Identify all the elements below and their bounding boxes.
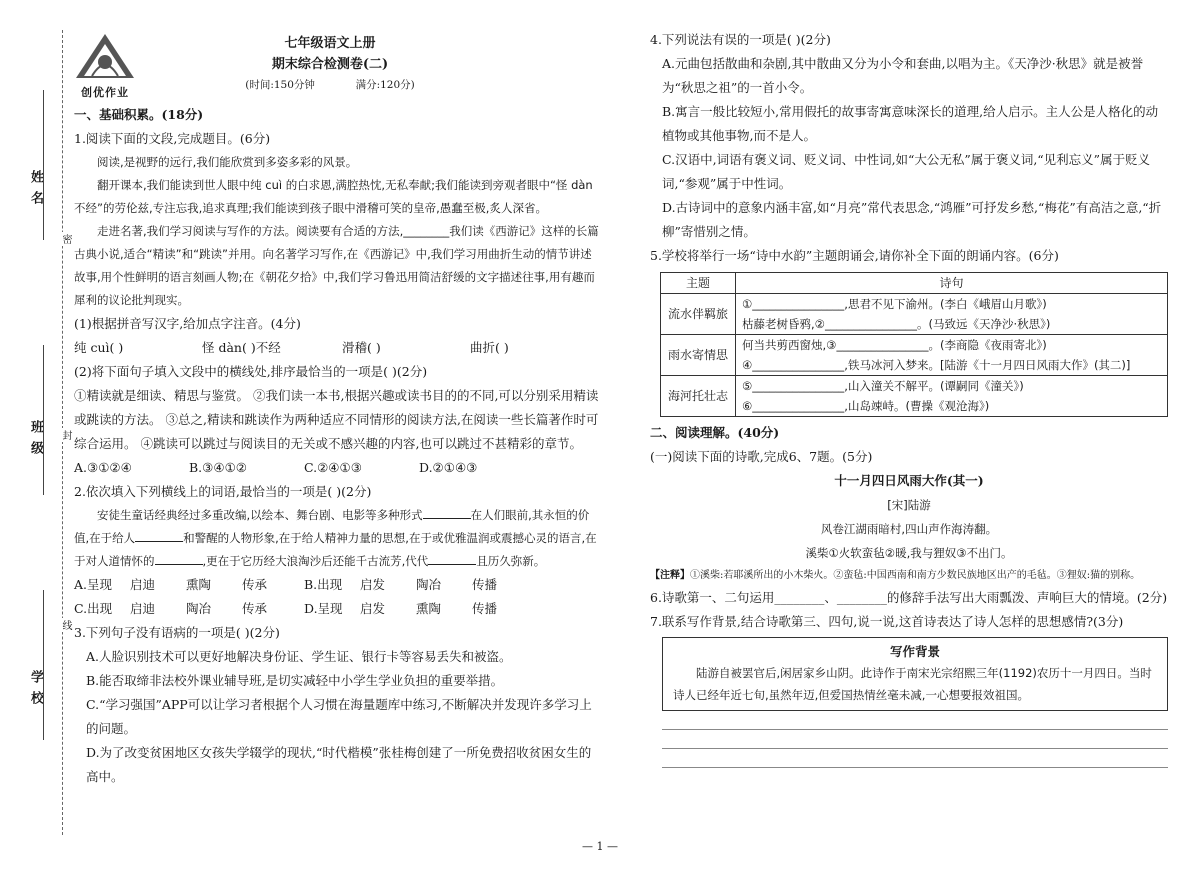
- option-b[interactable]: B.出现 启发 陶冶 传播: [304, 577, 498, 592]
- poem-line-blank[interactable]: 何当共剪西窗烛,③________________。(李商隐《夜雨寄北》): [742, 338, 1047, 352]
- q2-blank-1[interactable]: [423, 504, 471, 519]
- q3-option-c[interactable]: C.“学习强国”APP可以让学习者根据个人习惯在海量题库中练习,不断解决并发现许多学习上的问题。: [86, 697, 592, 736]
- q2-blank-2[interactable]: [135, 527, 183, 542]
- paper-header: [200, 34, 460, 94]
- option-b[interactable]: B.③④①②: [189, 460, 247, 475]
- table-row: [661, 335, 1168, 376]
- answer-line[interactable]: [662, 767, 1168, 768]
- answer-lines[interactable]: [662, 729, 1168, 768]
- section2-heading: 二、阅读理解。(40分): [650, 425, 780, 440]
- q4-stem: 4.下列说法有误的一项是( )(2分): [650, 32, 831, 47]
- pinyin-item[interactable]: 滑稽( ): [342, 340, 381, 355]
- section1-heading: 一、基础积累。(18分): [74, 107, 204, 122]
- q7-stem: 7.联系写作背景,结合诗歌第三、四句,说一说,这首诗表达了诗人怎样的思想感情?(3分): [650, 614, 1124, 629]
- poem-line-blank[interactable]: ⑤________________,山入潼关不解平。(谭嗣同《潼关》): [742, 379, 1024, 393]
- q2-text: ,更在于它历经大浪淘沙后还能千古流芳,代代: [202, 554, 429, 568]
- q6-stem[interactable]: 6.诗歌第一、二句运用________、________的修辞手法写出大雨瓢泼、声响巨大的情境。(2分): [650, 590, 1168, 605]
- q5-table: [660, 272, 1168, 417]
- option-c[interactable]: C.②④①③: [304, 460, 362, 475]
- time-limit: (时间:150分钟: [245, 79, 315, 91]
- option-d[interactable]: D.呈现 启发 熏陶 传播: [304, 601, 498, 616]
- q1-sub1: (1)根据拼音写汉字,给加点字注音。(4分): [74, 316, 301, 331]
- row-theme: 海河托壮志: [661, 376, 736, 417]
- class-field[interactable]: [43, 345, 44, 495]
- q3-option-a[interactable]: A.人脸识别技术可以更好地解决身份证、学生证、银行卡等容易丢失和被盗。: [86, 649, 512, 664]
- pinyin-item[interactable]: 纯 cuì( ): [74, 340, 124, 355]
- logo-triangle-icon: [74, 32, 136, 80]
- q2-blank-3[interactable]: [155, 550, 203, 565]
- table-header-poem: 诗句: [736, 273, 1168, 294]
- q2-options: [74, 573, 602, 621]
- background-box: [662, 637, 1168, 711]
- seal-xian: 线: [60, 620, 71, 630]
- poem-author: [宋]陆游: [887, 498, 931, 512]
- q1-passage: [74, 151, 602, 312]
- poem-line-blank[interactable]: ⑥________________,山岛竦峙。(曹操《观沧海》): [742, 399, 990, 413]
- q2-text: 且历久弥新。: [476, 554, 546, 568]
- note-text: ①溪柴:若耶溪所出的小木柴火。②蛮毡:中国西南和南方少数民族地区出产的毛毡。③狸奴:猫的别称。: [690, 570, 1141, 581]
- q3-stem: 3.下列句子没有语病的一项是( )(2分): [74, 625, 280, 640]
- answer-line[interactable]: [662, 729, 1168, 730]
- pinyin-item[interactable]: 怪 dàn( )不经: [202, 340, 281, 355]
- q1-stem: 1.阅读下面的文段,完成题目。(6分): [74, 131, 271, 146]
- binding-margin: [0, 0, 70, 877]
- background-text: 陆游自被罢官后,闲居家乡山阴。此诗作于南宋光宗绍熙三年(1192)农历十一月四日。当时诗人已经年近七旬,虽然年迈,但爱国热情丝毫未减,一心想要报效祖国。: [673, 666, 1152, 702]
- right-column: [650, 28, 1168, 768]
- q1-passage-p2: 翻开课本,我们能读到世人眼中纯 cuì 的白求恩,满腔热忱,无私奉献;我们能读到旁观者眼中“怪 dàn 不经”的劳伦兹,专注忘我,追求真理;我们能读到孩子眼中滑稽可笑的皇帝,愚蠢至极,炙人深省。: [74, 178, 593, 215]
- q2-text: 在人们眼前,其永恒的价值,在于给人: [74, 508, 590, 545]
- brand-logo: [74, 32, 136, 98]
- school-label: 学校: [28, 670, 43, 712]
- q2-passage: [74, 504, 602, 573]
- seal-feng: 封: [60, 430, 71, 440]
- q4-option-d[interactable]: D.古诗词中的意象内涵丰富,如“月亮”常代表思念,“鸿雁”可抒发乡愁,“梅花”有高洁之意,“折柳”寄惜别之情。: [662, 200, 1162, 239]
- background-title: 写作背景: [889, 644, 940, 659]
- q2-text: 和警醒的人物形象,在于给人精神力量的思想,在于或优雅温润或震撼心灵的语言,在于对人道情怀的: [74, 531, 597, 568]
- poem-line-1: 风卷江湖雨暗村,四山声作海涛翻。: [820, 522, 998, 536]
- q1-options: [74, 456, 602, 480]
- poem-note: [650, 567, 1168, 584]
- poem-line-blank[interactable]: ④________________,铁马冰河入梦来。[陆游《十一月四日风雨大作》(其二)]: [742, 358, 1131, 372]
- logo-text: 创优作业: [81, 86, 129, 99]
- option-d[interactable]: D.②①④③: [419, 460, 478, 475]
- q3-option-b[interactable]: B.能否取缔非法校外课业辅导班,是切实减轻中小学生学业负担的重要举措。: [86, 673, 504, 688]
- q4-option-c[interactable]: C.汉语中,词语有褒义词、贬义词、中性词,如“大公无私”属于褒义词,“见利忘义”属于贬义词,“参观”属于中性词。: [662, 152, 1151, 191]
- note-label: 【注释】: [650, 570, 690, 581]
- left-column: [74, 103, 602, 789]
- q1-sub1-items: [74, 336, 602, 360]
- name-field[interactable]: [43, 90, 44, 240]
- q2-text: 安徒生童话经典经过多重改编,以绘本、舞台剧、电影等多种形式: [97, 508, 423, 522]
- q1-passage-p1: 阅读,是视野的远行,我们能欣赏到多姿多彩的风景。: [97, 155, 358, 169]
- option-c[interactable]: C.出现 启迪 陶冶 传承: [74, 601, 268, 616]
- row-theme: 流水伴羁旅: [661, 294, 736, 335]
- q1-sub2-text: ①精读就是细读、精思与鉴赏。 ②我们读一本书,根据兴趣或读书目的的不同,可以分别采用精读或跳读的方法。 ③总之,精读和跳读作为两种适应不同情形的阅读方法,在阅读一些长篇著作时可综合运用。 ④跳读可以跳过与阅读目的无关或不感兴趣的内容,也可以跳过不甚精彩的章节。: [74, 388, 599, 451]
- q2-blank-4[interactable]: [428, 550, 476, 565]
- option-a[interactable]: A.③①②④: [74, 460, 132, 475]
- row-theme: 雨水寄情思: [661, 335, 736, 376]
- full-score: 满分:120分): [355, 79, 415, 91]
- poem-title: 十一月四日风雨大作(其一): [834, 473, 984, 488]
- class-label: 班级: [28, 420, 43, 462]
- q4-option-a[interactable]: A.元曲包括散曲和杂剧,其中散曲又分为小令和套曲,以唱为主。《天净沙·秋思》就是被誉为“秋思之祖”的一首小令。: [662, 56, 1144, 95]
- answer-line[interactable]: [662, 748, 1168, 749]
- part1-stem: (一)阅读下面的诗歌,完成6、7题。(5分): [650, 449, 873, 464]
- school-field[interactable]: [43, 590, 44, 740]
- option-a[interactable]: A.呈现 启迪 熏陶 传承: [74, 577, 268, 592]
- table-header-theme: 主题: [661, 273, 736, 294]
- q1-sub2: (2)将下面句子填入文段中的横线处,排序最恰当的一项是( )(2分): [74, 364, 428, 379]
- paper-title: 七年级语文上册: [284, 36, 376, 51]
- poem-line-blank[interactable]: 枯藤老树昏鸦,②________________。(马致远《天净沙·秋思》): [742, 317, 1051, 331]
- pinyin-item[interactable]: 曲折( ): [470, 340, 509, 355]
- table-row: [661, 376, 1168, 417]
- poem-line-blank[interactable]: ①________________,思君不见下渝州。(李白《峨眉山月歌》): [742, 297, 1047, 311]
- poem-line-2: 溪柴①火软蛮毡②暖,我与狸奴③不出门。: [805, 546, 1013, 560]
- q4-option-b[interactable]: B.寓言一般比较短小,常用假托的故事寄寓意味深长的道理,给人启示。主人公是人格化的动植物或其他事物,而不是人。: [662, 104, 1159, 143]
- name-label: 姓名: [28, 170, 43, 212]
- q1-passage-p3: 走进名著,我们学习阅读与写作的方法。阅读要有合适的方法,________我们读《西游记》这样的长篇古典小说,适合“精读”和“跳读”并用。向名著学习写作,在《西游记》中,我们学习用曲折生动的情节讲述故事,用个性鲜明的语言刻画人物;在《朝花夕拾》中,我们学习鲁迅用简洁舒缓的文字描述往事,用有趣而犀利的议论批判现实。: [74, 224, 599, 307]
- table-row: [661, 294, 1168, 335]
- paper-subtitle: 期末综合检测卷(二): [271, 57, 389, 72]
- q3-option-d[interactable]: D.为了改变贫困地区女孩失学辍学的现状,“时代楷模”张桂梅创建了一所免费招收贫困女生的高中。: [86, 745, 592, 784]
- q5-stem: 5.学校将举行一场“诗中水韵”主题朗诵会,请你补全下面的朗诵内容。(6分): [650, 248, 1059, 263]
- seal-mi: 密: [60, 234, 71, 244]
- q2-stem: 2.依次填入下列横线上的词语,最恰当的一项是( )(2分): [74, 484, 372, 499]
- page-number: — 1 —: [582, 840, 618, 853]
